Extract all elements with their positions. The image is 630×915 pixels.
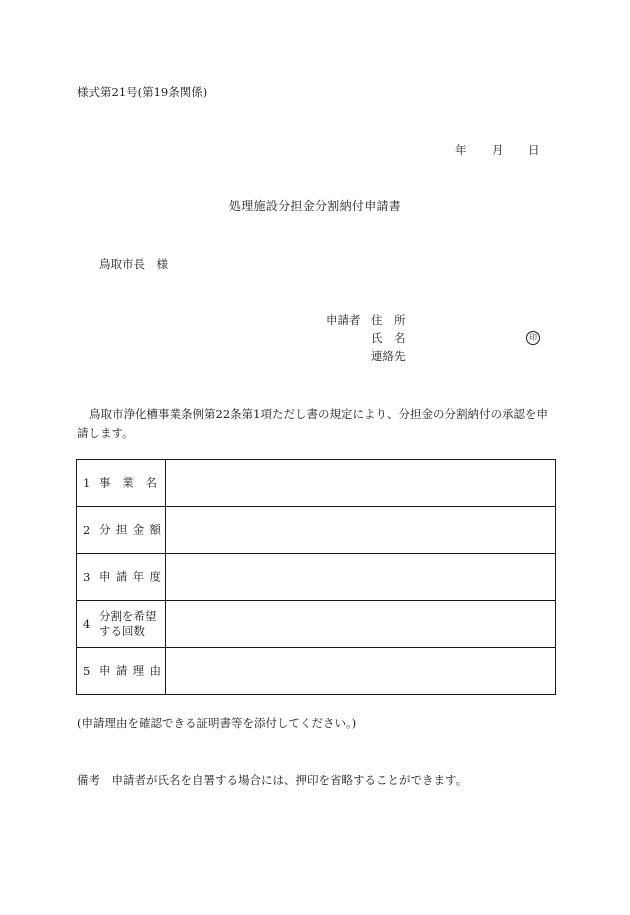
contribution-amount-value-cell[interactable] — [166, 507, 556, 554]
row-label-project-name — [77, 460, 166, 507]
row-label-application-reason — [77, 648, 166, 695]
row-number: 3 — [83, 570, 91, 584]
application-table — [76, 459, 556, 695]
attachment-note: (申請理由を確認できる証明書等を添付してください。) — [77, 716, 357, 730]
form-code: 様式第21号(第19条関係) — [77, 85, 208, 99]
row-number: 1 — [83, 476, 91, 490]
project-name-value-cell[interactable] — [166, 460, 556, 507]
row-label-installment-count — [77, 601, 166, 648]
row-number: 2 — [83, 523, 91, 537]
application-reason-value-cell[interactable] — [166, 648, 556, 695]
label-char: 度 — [149, 569, 161, 584]
application-statement: 鳥取市浄化槽事業条例第22条第1項ただし書の規定により、分担金の分割納付の承認を申請します。 — [77, 407, 548, 440]
label-char: 業 — [122, 475, 134, 490]
application-year-value-cell[interactable] — [166, 554, 556, 601]
date-month-label: 月 — [492, 143, 504, 157]
label-char: 担 — [115, 522, 128, 537]
label-char: 金 — [132, 522, 145, 537]
document-title: 処理施設分担金分割納付申請書 — [228, 199, 402, 213]
label-char: 請 — [115, 663, 128, 678]
address-label: 住 所 — [371, 313, 406, 327]
table-row — [77, 601, 556, 648]
seal-mark: 印 — [526, 331, 540, 345]
label-char: 由 — [149, 663, 161, 678]
date-day-label: 日 — [528, 143, 540, 157]
date-year-label: 年 — [455, 143, 467, 157]
applicant-label: 申請者 — [326, 313, 361, 327]
row-label-application-year — [77, 554, 166, 601]
row-label-contribution-amount — [77, 507, 166, 554]
label-char: 申 — [99, 663, 111, 678]
remark-note: 備考 申請者が氏名を自署する場合には、押印を省略することができます。 — [77, 773, 468, 787]
contact-label: 連絡先 — [371, 349, 406, 363]
table-row — [77, 507, 556, 554]
table-row — [77, 460, 556, 507]
label-char: 分 — [99, 522, 111, 537]
label-char: 申 — [99, 569, 111, 584]
label-line: 分割を希望 — [99, 609, 157, 623]
installment-count-value-cell[interactable] — [166, 601, 556, 648]
row-number: 5 — [83, 664, 91, 678]
label-char: 請 — [115, 569, 128, 584]
label-char: 名 — [145, 475, 157, 490]
label-char: 事 — [99, 475, 111, 490]
recipient: 鳥取市長 様 — [99, 257, 168, 271]
label-char: 理 — [132, 663, 145, 678]
table-row — [77, 554, 556, 601]
label-char: 額 — [149, 522, 161, 537]
name-label: 氏 名 — [371, 331, 406, 345]
row-number: 4 — [83, 617, 91, 631]
label-line: する回数 — [99, 624, 145, 638]
label-char: 年 — [132, 569, 145, 584]
table-row — [77, 648, 556, 695]
